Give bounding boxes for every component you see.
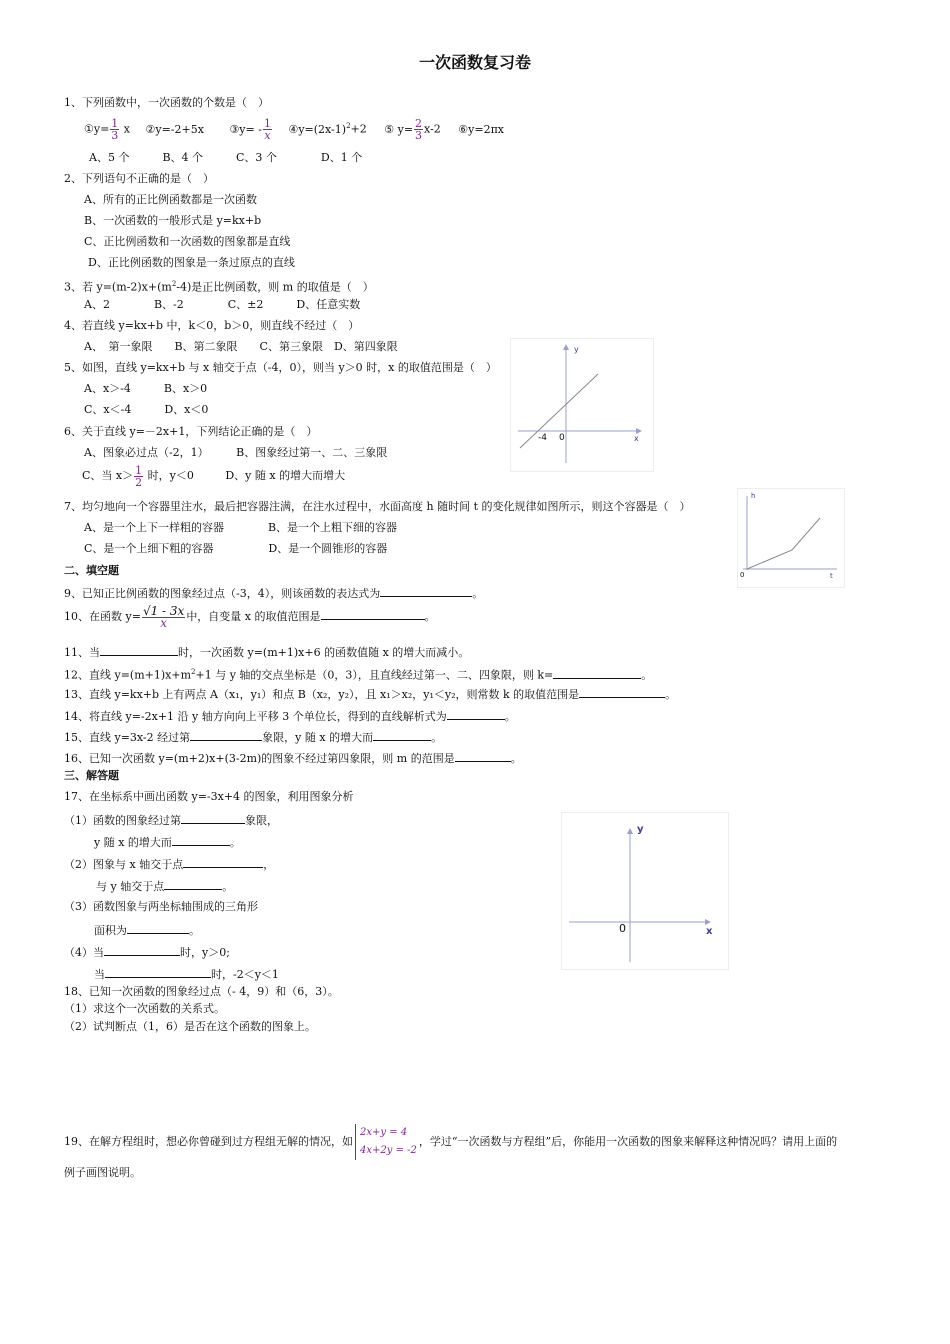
question-17-stem: 17、在坐标系中画出函数 y=-3x+4 的图象，利用图象分析 xyxy=(64,790,354,803)
q14-end: 。 xyxy=(504,710,516,723)
f3-prefix: ③y= - xyxy=(229,122,262,136)
question-2-option-b: B、一次函数的一般形式是 y=kx+b xyxy=(84,214,262,227)
q15-blank-1[interactable] xyxy=(190,729,262,741)
question-7-options-row2: C、是一个上细下粗的容器 D、是一个圆锥形的容器 xyxy=(84,542,388,555)
q17-p1b-blank[interactable] xyxy=(172,834,230,846)
q17-p2b-prefix: 与 y 轴交于点 xyxy=(96,880,165,893)
q17-p4-blank[interactable] xyxy=(104,944,180,956)
q17-p4b-prefix: 当 xyxy=(94,968,105,981)
q5-tick-label: -4 xyxy=(538,433,547,443)
question-17-part4b xyxy=(94,966,279,982)
f3-denominator: x xyxy=(264,129,271,143)
q7-origin-label: 0 xyxy=(740,571,745,579)
q17-p3b-blank[interactable] xyxy=(127,922,189,934)
question-17-part2 xyxy=(64,856,274,872)
q17-y-arrow xyxy=(627,828,633,834)
q5-origin-label: 0 xyxy=(559,433,565,443)
question-9 xyxy=(64,585,483,601)
question-19-line2: 例子画图说明。 xyxy=(64,1166,141,1179)
question-4-stem: 4、若直线 y=kx+b 中，k＜0，b＞0，则直线不经过（ ） xyxy=(64,319,360,332)
page-title: 一次函数复习卷 xyxy=(418,53,531,72)
q10-mid: 中，自变量 x 的取值范围是 xyxy=(186,610,321,623)
question-17-part4 xyxy=(64,944,230,960)
q17-p4b-suffix: 时，-2＜y＜1 xyxy=(211,968,279,981)
q14-blank[interactable] xyxy=(447,708,505,720)
q17-p4b-blank[interactable] xyxy=(105,966,211,978)
f5-numerator: 2 xyxy=(415,117,423,131)
f4-prefix: ④y=(2x-1) xyxy=(288,122,347,136)
q13-blank[interactable] xyxy=(579,686,665,698)
q17-p2-prefix: （2）图象与 x 轴交于点 xyxy=(64,858,184,871)
f4-exponent: 2 xyxy=(346,122,351,130)
question-6-options-row2 xyxy=(82,462,345,490)
question-11 xyxy=(64,644,469,660)
q5-y-label: y xyxy=(574,345,579,354)
q12-prefix: 12、直线 y=(m+1)x+m xyxy=(64,668,192,682)
question-5-stem: 5、如图，直线 y=kx+b 与 x 轴交于点（-4，0），则当 y＞0 时，x 的取值范围是（ ） xyxy=(64,361,497,374)
q9-text: 9、已知正比例函数的图象经过点（-3，4），则该函数的表达式为 xyxy=(64,587,381,600)
question-7-options-row1: A、是一个上下一样粗的容器 B、是一个上粗下细的容器 xyxy=(84,521,398,534)
question-17-part1 xyxy=(64,812,278,828)
q10-prefix: 10、在函数 y= xyxy=(64,610,141,623)
q17-p1b-prefix: y 随 x 的增大而 xyxy=(94,836,172,849)
q17-p2b-blank[interactable] xyxy=(164,878,222,890)
q3-exponent: 2 xyxy=(171,280,177,288)
q10-denominator: x xyxy=(160,615,168,630)
q3-stem-suffix: -4)是正比例函数，则 m 的取值是（ ） xyxy=(176,280,374,294)
q12-end: 。 xyxy=(641,668,653,682)
q19-suffix: ，学过“一次函数与方程组”后，你能用一次函数的图象来解释这种情况吗？请用上面的 xyxy=(418,1135,838,1148)
question-17-part3b xyxy=(94,922,200,938)
q19-equation-system xyxy=(355,1124,417,1160)
question-17-part2b xyxy=(96,878,233,894)
q17-x-arrow xyxy=(705,919,711,925)
q10-blank[interactable] xyxy=(321,608,425,620)
q17-x-label: x xyxy=(706,926,713,937)
q17-p1-blank[interactable] xyxy=(181,812,245,824)
question-1-options: A、5 个 B、4 个 C、3 个 D、1 个 xyxy=(89,151,363,164)
q15-prefix: 15、直线 y=3x-2 经过第 xyxy=(64,731,191,744)
q11-suffix: 时，一次函数 y=(m+1)x+6 的函数值随 x 的增大而减小。 xyxy=(178,646,470,659)
question-17-graph xyxy=(561,812,729,970)
f5-suffix: x-2 xyxy=(424,122,441,136)
q10-fraction xyxy=(142,603,185,630)
q19-equation-2: 4x+2y = -2 xyxy=(360,1145,417,1156)
f1-fraction xyxy=(110,118,119,141)
question-12 xyxy=(64,665,652,683)
q15-blank-2[interactable] xyxy=(373,729,431,741)
f1-prefix: ①y= xyxy=(84,122,110,136)
question-2-option-d: D、正比例函数的图象是一条过原点的直线 xyxy=(88,256,295,269)
f1-denominator: 3 xyxy=(111,129,119,143)
question-19-line1 xyxy=(64,1120,837,1164)
q15-mid: 象限，y 随 x 的增大而 xyxy=(262,731,374,744)
f5-prefix: ⑤ y= xyxy=(384,122,414,136)
f5-denominator: 3 xyxy=(415,129,423,143)
q17-origin-label: 0 xyxy=(619,922,626,935)
q12-blank[interactable] xyxy=(553,667,641,679)
question-17-part3: （3）函数图象与两坐标轴围成的三角形 xyxy=(64,900,258,913)
q17-p2-suffix: ， xyxy=(263,858,275,871)
q10-numerator: √1 - 3x xyxy=(142,603,185,618)
q17-p2b-suffix: 。 xyxy=(222,880,234,893)
q12-exponent: 2 xyxy=(191,668,196,676)
q7-y-label: h xyxy=(751,492,756,500)
question-13 xyxy=(64,686,676,702)
section-fill-in-heading: 二、填空题 xyxy=(64,564,119,577)
question-3-stem xyxy=(64,277,374,295)
question-7-stem: 7、均匀地向一个容器里注水，最后把容器注满，在注水过程中，水面高度 h 随时间 t 的变化规律如图所示，则这个容器是（ ） xyxy=(64,500,691,513)
q5-x-label: x xyxy=(634,434,639,443)
question-2-stem: 2、下列语句不正确的是（ ） xyxy=(64,172,214,185)
q16-blank[interactable] xyxy=(455,750,511,762)
q19-prefix: 19、在解方程组时，想必你曾碰到过方程组无解的情况，如 xyxy=(64,1135,353,1148)
q9-blank[interactable] xyxy=(380,585,472,597)
f1-numerator: 1 xyxy=(111,117,119,131)
question-6-options-row1: A、图象必过点（-2，1） B、图象经过第一、二、三象限 xyxy=(84,446,388,459)
question-5-options-row2: C、x＜-4 D、x＜0 xyxy=(84,403,209,416)
question-4-options: A、 第一象限 B、第二象限 C、第三象限 D、第四象限 xyxy=(84,340,398,353)
q7-x-label: t xyxy=(830,572,833,580)
question-10 xyxy=(64,602,436,632)
question-1-functions xyxy=(84,114,504,142)
q13-text: 13、直线 y=kx+b 上有两点 A（x₁，y₁）和点 B（x₂，y₂），且 x₁＞x₂，y₁＜y₂，则常数 k 的取值范围是 xyxy=(64,688,580,701)
q12-mid: +1 与 y 轴的交点坐标是（0，3），且直线经过第一、二、四象限，则 k= xyxy=(195,668,554,682)
question-18-part2: （2）试判断点（1，6）是否在这个函数的图象上。 xyxy=(64,1020,316,1033)
q15-end: 。 xyxy=(431,731,443,744)
q17-p3b-prefix: 面积为 xyxy=(94,924,127,937)
q17-p4-suffix: 时，y＞0; xyxy=(180,946,230,959)
question-7-graph xyxy=(737,488,845,588)
q5-y-arrow xyxy=(563,344,569,350)
question-17-part1b xyxy=(94,834,241,850)
f5-fraction xyxy=(414,118,423,141)
q14-text: 14、将直线 y=-2x+1 沿 y 轴方向向上平移 3 个单位长，得到的直线解析式为 xyxy=(64,710,447,723)
q11-prefix: 11、当 xyxy=(64,646,100,659)
q17-p1-prefix: （1）函数的图象经过第 xyxy=(64,814,181,827)
q17-p2-blank[interactable] xyxy=(183,856,263,868)
question-15 xyxy=(64,729,442,745)
q6-c-numerator: 1 xyxy=(135,463,143,477)
question-3-options: A、2 B、-2 C、±2 D、任意实数 xyxy=(84,298,361,311)
question-5-graph xyxy=(510,338,654,472)
q6-option-d: D、y 随 x 的增大而增大 xyxy=(225,469,346,482)
q3-stem-prefix: 3、若 y=(m-2)x+(m xyxy=(64,280,172,294)
q6-c-denominator: 2 xyxy=(135,475,143,489)
f3-fraction xyxy=(263,118,272,141)
question-18-part1: （1）求这个一次函数的关系式。 xyxy=(64,1002,225,1015)
q13-end: 。 xyxy=(665,688,677,701)
f3-numerator: 1 xyxy=(263,117,271,131)
question-2-option-a: A、所有的正比例函数都是一次函数 xyxy=(84,193,257,206)
question-1-stem: 1、下列函数中，一次函数的个数是（ ） xyxy=(64,96,269,109)
question-18-stem: 18、已知一次函数的图象经过点（- 4，9）和（6，3）。 xyxy=(64,985,339,998)
q9-end: 。 xyxy=(472,587,484,600)
q10-end: 。 xyxy=(424,610,436,623)
q6-c-prefix: C、当 x＞ xyxy=(82,469,134,482)
section-answer-heading: 三、解答题 xyxy=(64,769,119,782)
q6-c-fraction xyxy=(134,465,143,488)
q16-end: 。 xyxy=(510,752,522,765)
q17-y-label: y xyxy=(637,824,644,835)
question-6-stem: 6、关于直线 y=－2x+1，下列结论正确的是（ ） xyxy=(64,425,318,438)
f4-suffix: +2 xyxy=(350,122,367,136)
q17-p3b-suffix: 。 xyxy=(189,924,200,937)
question-14 xyxy=(64,708,516,724)
question-5-options-row1: A、x＞-4 B、x＞0 xyxy=(84,382,208,395)
question-16 xyxy=(64,750,522,766)
q17-p1-suffix: 象限， xyxy=(245,814,278,827)
f6: ⑥y=2πx xyxy=(458,122,505,136)
q17-p4-prefix: （4）当 xyxy=(64,946,104,959)
f2: ②y=-2+5x xyxy=(145,122,204,136)
q16-text: 16、已知一次函数 y=(m+2)x+(3-2m)的图象不经过第四象限，则 m 的范围是 xyxy=(64,752,455,765)
q7-curve xyxy=(747,518,820,569)
f1-suffix: x xyxy=(120,122,130,136)
q19-equation-1: 2x+y = 4 xyxy=(360,1127,408,1138)
q11-blank[interactable] xyxy=(100,644,178,656)
q6-c-suffix: 时，y＜0 xyxy=(144,469,194,482)
question-2-option-c: C、正比例函数和一次函数的图象都是直线 xyxy=(84,235,291,248)
q17-p1b-suffix: 。 xyxy=(229,836,241,849)
